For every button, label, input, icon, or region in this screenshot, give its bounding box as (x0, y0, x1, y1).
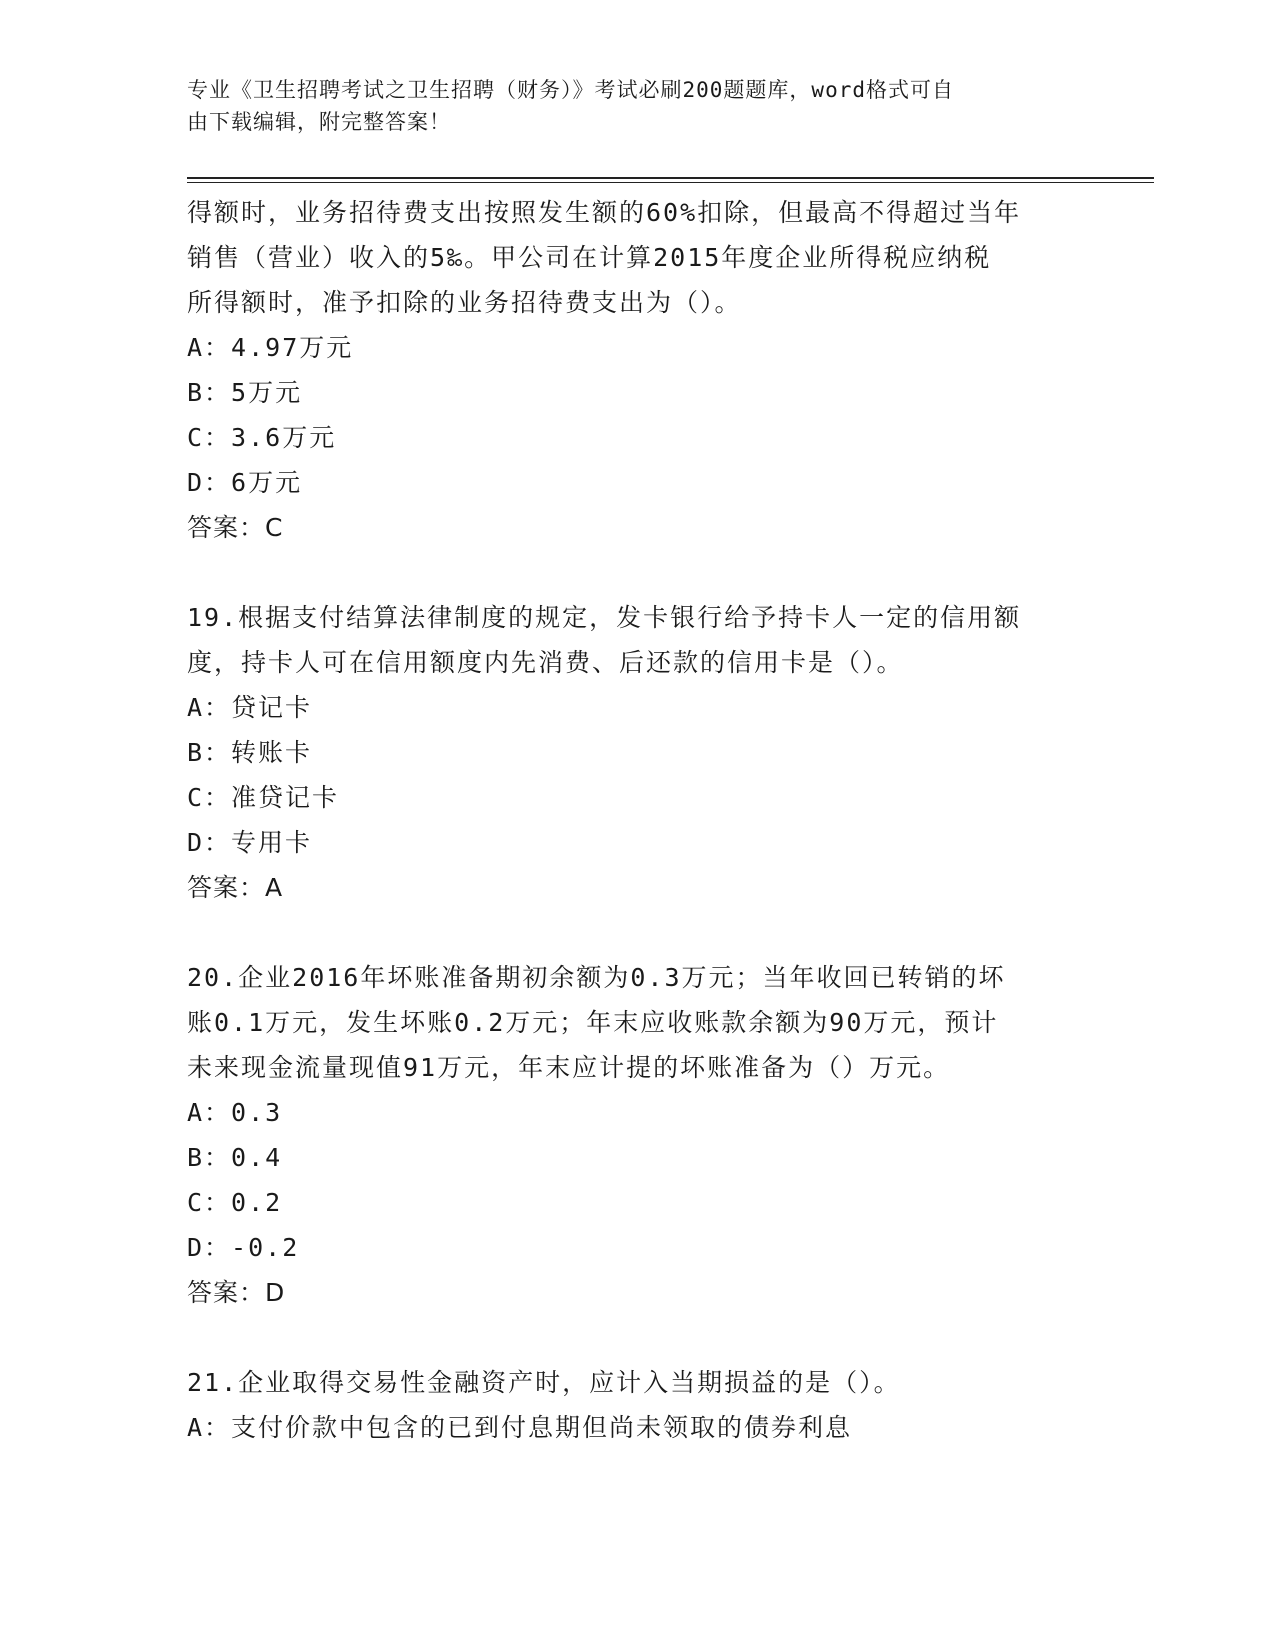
header-divider-thick (187, 177, 1154, 179)
question-block (187, 190, 1087, 550)
question-stem-line: 度，持卡人可在信用额度内先消费、后还款的信用卡是（）。 (187, 648, 904, 677)
question-stem-line: 未来现金流量现值91万元，年末应计提的坏账准备为（）万元。 (187, 1053, 951, 1082)
header-divider-thin (187, 182, 1154, 183)
block-spacer (187, 550, 1087, 595)
question-stem-line: 21.企业取得交易性金融资产时，应计入当期损益的是（）。 (187, 1368, 901, 1397)
question-stem-line: 销售（营业）收入的5‰。甲公司在计算2015年度企业所得税应纳税 (187, 243, 992, 272)
option-b: B：转账卡 (187, 738, 313, 767)
answer-line: 答案：D (187, 1278, 286, 1307)
question-block (187, 1360, 1087, 1450)
option-d: D：专用卡 (187, 828, 313, 857)
question-list (187, 190, 1087, 1450)
option-c: C：0.2 (187, 1188, 283, 1217)
option-b: B：5万元 (187, 378, 303, 407)
option-d: D：6万元 (187, 468, 303, 497)
answer-line: 答案：A (187, 873, 284, 902)
question-block (187, 595, 1087, 910)
question-stem-line: 19.根据支付结算法律制度的规定，发卡银行给予持卡人一定的信用额 (187, 603, 1022, 632)
option-c: C：准贷记卡 (187, 783, 340, 812)
question-stem-line: 所得额时，准予扣除的业务招待费支出为（）。 (187, 288, 742, 317)
option-a: A：4.97万元 (187, 333, 354, 362)
question-stem-line: 账0.1万元，发生坏账0.2万元；年末应收账款余额为90万元，预计 (187, 1008, 999, 1037)
option-a: A：贷记卡 (187, 693, 313, 722)
document-header (187, 74, 1067, 138)
question-stem-line: 得额时，业务招待费支出按照发生额的60%扣除，但最高不得超过当年 (187, 198, 1022, 227)
block-spacer (187, 910, 1087, 955)
header-line: 由下载编辑，附完整答案！ (187, 110, 451, 134)
header-line: 专业《卫生招聘考试之卫生招聘（财务）》考试必刷200题题库，word格式可自 (187, 78, 954, 102)
option-d: D：-0.2 (187, 1233, 300, 1262)
question-stem-line: 20.企业2016年坏账准备期初余额为0.3万元；当年收回已转销的坏 (187, 963, 1006, 992)
block-spacer (187, 1315, 1087, 1360)
option-b: B：0.4 (187, 1143, 283, 1172)
question-block (187, 955, 1087, 1315)
answer-line: 答案：C (187, 513, 284, 542)
option-c: C：3.6万元 (187, 423, 337, 452)
option-a: A：0.3 (187, 1098, 283, 1127)
option-a: A：支付价款中包含的已到付息期但尚未领取的债券利息 (187, 1413, 853, 1442)
